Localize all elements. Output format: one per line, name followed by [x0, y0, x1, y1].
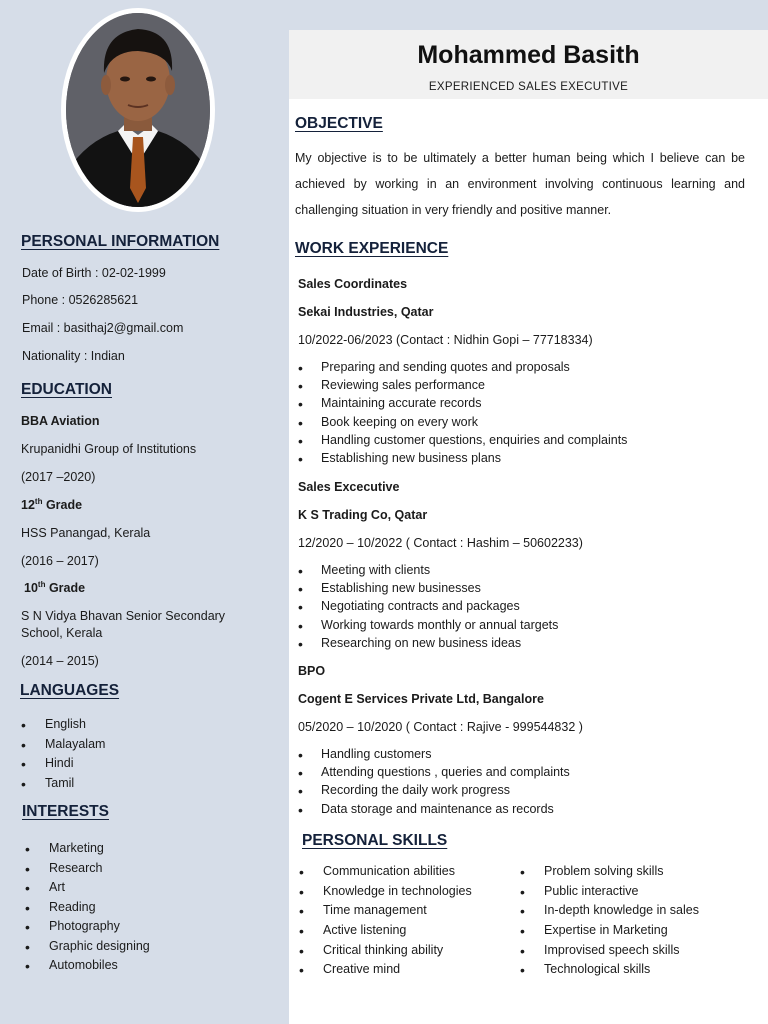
list-item: • Attending questions , queries and complaints — [298, 765, 570, 783]
list-item: • Data storage and maintenance as records — [298, 802, 570, 820]
languages-heading: LANGUAGES — [20, 682, 120, 699]
job-title: BPO — [298, 664, 326, 678]
list-item: • Technological skills — [520, 962, 699, 982]
profile-photo — [66, 13, 210, 207]
list-item: • Maintaining accurate records — [298, 396, 627, 414]
list-item: • Handling customer questions, enquiries and complaints — [298, 433, 627, 451]
list-item: • Graphic designing — [25, 939, 150, 959]
list-item: • Creative mind — [299, 962, 472, 982]
portrait-image — [66, 13, 210, 207]
personal-info-heading: PERSONAL INFORMATION — [21, 233, 220, 250]
education-heading: EDUCATION — [21, 381, 112, 398]
date-of-birth: Date of Birth : 02-02-1999 — [22, 266, 166, 280]
list-item: • Photography — [25, 919, 150, 939]
list-item: • Problem solving skills — [520, 864, 699, 884]
list-item: • Working towards monthly or annual targets — [298, 618, 558, 636]
job-company: K S Trading Co, Qatar — [298, 508, 428, 522]
education-institution-bba: Krupanidhi Group of Institutions — [21, 442, 197, 456]
objective-text: My objective is to be ultimately a better human being which I believe can be achieved by working in an environment involving continuous learning and challenging situation in very friendly and positive manner. — [295, 151, 745, 217]
personal-skills-heading: PERSONAL SKILLS — [302, 832, 448, 849]
list-item: • Art — [25, 880, 150, 900]
list-item: • Researching on new business ideas — [298, 636, 558, 654]
list-item: • Research — [25, 861, 150, 881]
list-item: • Automobiles — [25, 958, 150, 978]
candidate-name: Mohammed Basith — [417, 41, 640, 69]
list-item: • Preparing and sending quotes and proposals — [298, 360, 627, 378]
list-item: • Knowledge in technologies — [299, 884, 472, 904]
education-institution-10th-line1: S N Vidya Bhavan Senior Secondary — [21, 609, 226, 623]
list-item: • Negotiating contracts and packages — [298, 599, 558, 617]
skills-list-right — [520, 864, 699, 982]
list-item: • English — [21, 717, 105, 737]
name-header — [289, 30, 768, 99]
job-title: Sales Excecutive — [298, 480, 400, 494]
education-title-10th: 10th Grade — [24, 580, 86, 596]
education-years-bba: (2017 –2020) — [21, 470, 96, 484]
list-item: • Tamil — [21, 776, 105, 796]
list-item: • Reading — [25, 900, 150, 920]
list-item: • Active listening — [299, 923, 472, 943]
job-company: Cogent E Services Private Ltd, Bangalore — [298, 692, 544, 706]
education-institution-12th: HSS Panangad, Kerala — [21, 526, 151, 540]
nationality: Nationality : Indian — [22, 349, 125, 363]
list-item: • Public interactive — [520, 884, 699, 904]
list-item: • Establishing new businesses — [298, 581, 558, 599]
candidate-role: EXPERIENCED SALES EXECUTIVE — [428, 81, 629, 93]
profile-photo-frame — [61, 8, 215, 212]
education-title-bba: BBA Aviation — [21, 414, 100, 428]
list-item: • Recording the daily work progress — [298, 783, 570, 801]
job-period: 12/2020 – 10/2022 ( Contact : Hashim – 50602233) — [298, 536, 583, 550]
job-company: Sekai Industries, Qatar — [298, 305, 434, 319]
list-item: • In-depth knowledge in sales — [520, 903, 699, 923]
work-experience-heading: WORK EXPERIENCE — [295, 240, 449, 257]
languages-list — [21, 717, 105, 795]
education-years-12th: (2016 – 2017) — [21, 554, 99, 568]
list-item: • Expertise in Marketing — [520, 923, 699, 943]
education-institution-10th-line2: School, Kerala — [21, 626, 103, 640]
job-period: 05/2020 – 10/2020 ( Contact : Rajive - 999544832 ) — [298, 720, 583, 734]
education-title-12th: 12th Grade — [21, 497, 83, 513]
list-item: • Malayalam — [21, 737, 105, 757]
education-years-10th: (2014 – 2015) — [21, 654, 99, 668]
list-item: • Hindi — [21, 756, 105, 776]
list-item: • Time management — [299, 903, 472, 923]
skills-list-left — [299, 864, 472, 982]
list-item: • Reviewing sales performance — [298, 378, 627, 396]
job-duties — [298, 563, 558, 654]
list-item: • Communication abilities — [299, 864, 472, 884]
list-item: • Handling customers — [298, 747, 570, 765]
main-content — [289, 30, 768, 1024]
sidebar — [0, 0, 289, 1024]
objective-heading: OBJECTIVE — [295, 115, 383, 132]
job-period: 10/2022-06/2023 (Contact : Nidhin Gopi – 77718334) — [298, 333, 593, 347]
interests-heading: INTERESTS — [22, 803, 109, 820]
phone: Phone : 0526285621 — [22, 293, 139, 307]
job-title: Sales Coordinates — [298, 277, 408, 291]
list-item: • Critical thinking ability — [299, 943, 472, 963]
job-duties — [298, 360, 627, 469]
job-duties — [298, 747, 570, 820]
list-item: • Meeting with clients — [298, 563, 558, 581]
list-item: • Improvised speech skills — [520, 943, 699, 963]
list-item: • Book keeping on every work — [298, 415, 627, 433]
list-item: • Establishing new business plans — [298, 451, 627, 469]
list-item: • Marketing — [25, 841, 150, 861]
interests-list — [25, 841, 150, 978]
email: Email : basithaj2@gmail.com — [22, 321, 184, 335]
